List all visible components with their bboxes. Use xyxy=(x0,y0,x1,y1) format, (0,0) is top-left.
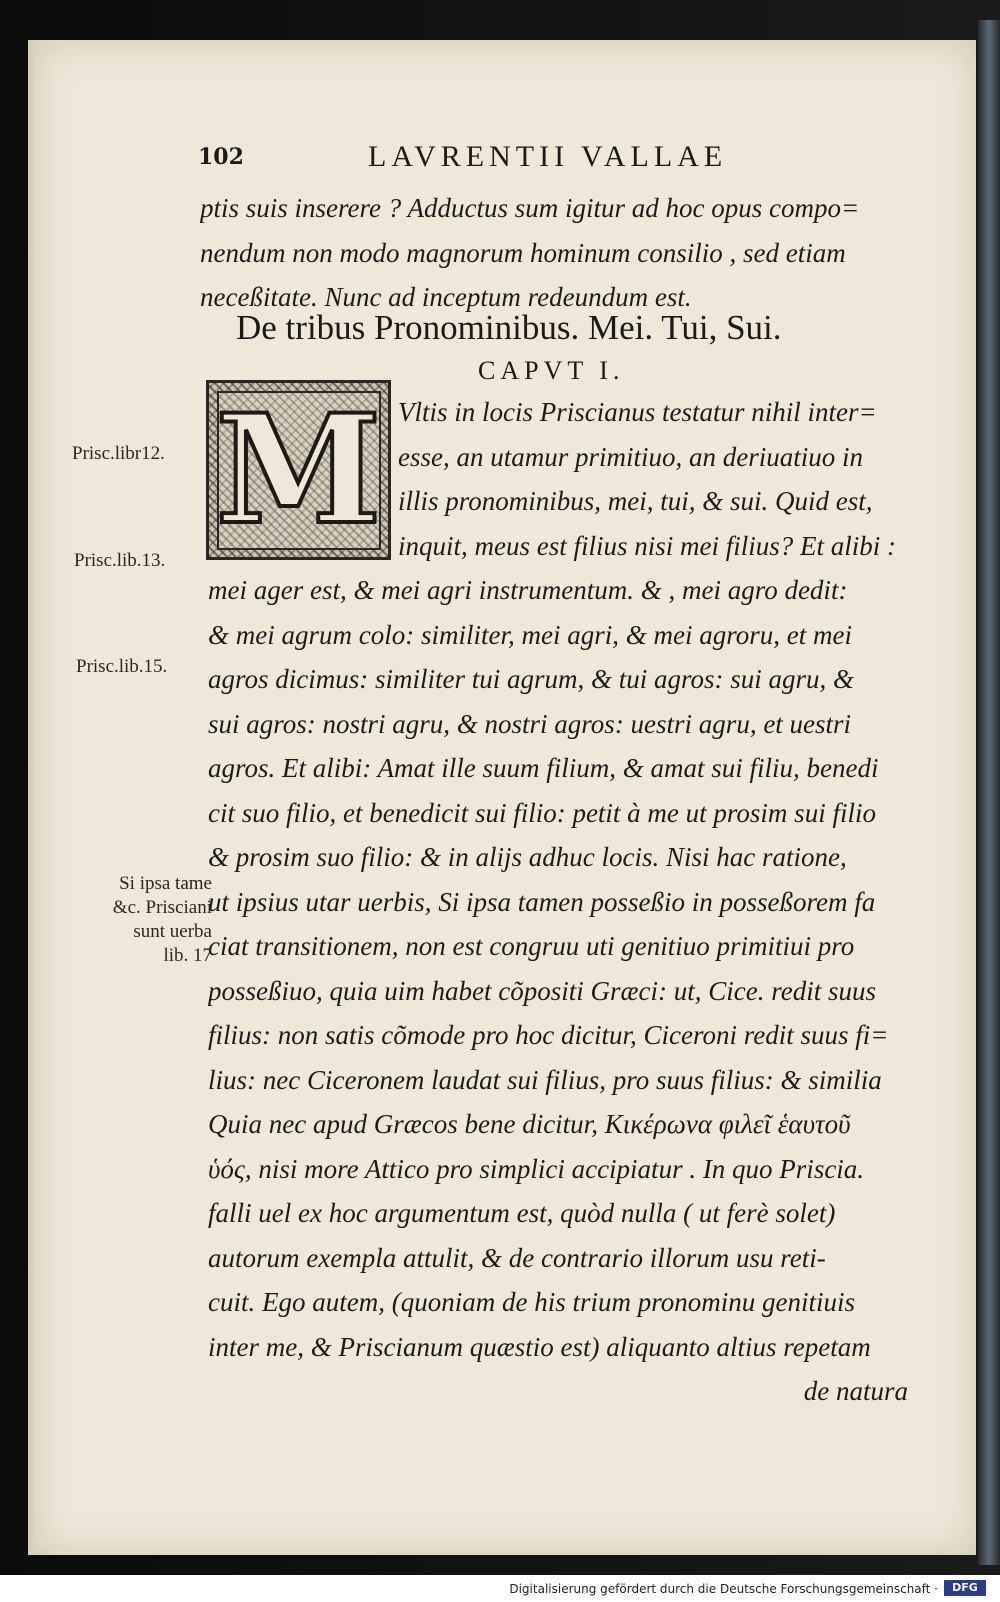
text-line: Vltis in locis Priscianus testatur nihil inter= xyxy=(398,397,877,427)
book-spine xyxy=(978,20,1000,1565)
text-line: falli uel ex hoc argumentum est, quòd nulla ( ut ferè solet) xyxy=(208,1198,836,1228)
decorated-initial xyxy=(206,380,391,560)
initial-frame xyxy=(215,382,382,558)
page-header xyxy=(198,140,798,180)
text-line: cit suo filio, et benedicit sui filio: petit à me ut prosim sui filio xyxy=(208,797,876,828)
intro-paragraph xyxy=(200,186,920,320)
margin-note: Prisc.libr12. xyxy=(72,443,165,464)
text-line: ciat transitionem, non est congruu uti genitiuo primitiui pro xyxy=(208,931,855,961)
margin-note-line: Si ipsa tame xyxy=(119,873,212,894)
text-line: inquit, meus est filius nisi mei filius? Et alibi : xyxy=(398,530,896,561)
text-line: cuit. Ego autem, (quoniam de his trium pronominu genitiuis xyxy=(208,1287,855,1317)
chapter-caption: CAPVT I. xyxy=(478,356,625,385)
text-line: agros. Et alibi: Amat ille suum filium, & amat sui filiu, benedi xyxy=(208,753,879,783)
text-line: filius: non satis cõmode pro hoc dicitur, Ciceroni redit suus fi= xyxy=(208,1020,889,1050)
text-line: & mei agrum colo: similiter, mei agri, & mei agroru, et mei xyxy=(208,619,852,650)
text-line: ut ipsius utar uerbis, Si ipsa tamen posseßio in posseßorem fa xyxy=(208,886,876,917)
running-title: LAVRENTII VALLAE xyxy=(368,140,728,173)
dfg-logo: DFG xyxy=(944,1580,986,1596)
text-line: neceßitate. Nunc ad inceptum redeundum est. xyxy=(200,282,692,312)
text-line: posseßiuo, quia uim habet cõpositi Græci: ut, Cice. redit suus xyxy=(208,975,876,1006)
text-line: Quia nec apud Græcos bene dicitur, Κικέρωνα φιλεῖ ἑαυτοῦ xyxy=(208,1109,851,1139)
text-line: illis pronominibus, mei, tui, & sui. Quid est, xyxy=(398,486,873,516)
text-line: ptis suis inserere ? Adductus sum igitur ad hoc opus compo= xyxy=(200,193,860,223)
initial-letter: M xyxy=(215,382,382,558)
text-line: nendum non modo magnorum hominum consilio , sed etiam xyxy=(200,237,846,268)
main-paragraph xyxy=(208,568,928,1414)
chapter-heading: De tribus Pronominibus. Mei. Tui, Sui. xyxy=(236,308,782,347)
margin-note: Prisc.lib.15. xyxy=(76,656,168,677)
text-line: & prosim suo filio: & in alijs adhuc locis. Nisi hac ratione, xyxy=(208,842,847,872)
margin-note-line: sunt uerba xyxy=(133,921,212,942)
chapter-opening-lines xyxy=(398,390,918,568)
text-line: inter me, & Priscianum quæstio est) aliquanto altius repetam xyxy=(208,1331,871,1362)
text-line: esse, an utamur primitiuo, an deriuatiuo in xyxy=(398,441,863,472)
text-line: sui agros: nostri agru, & nostri agros: uestri agru, et uestri xyxy=(208,708,852,739)
margin-note-line: lib. 17 xyxy=(163,945,212,966)
footer-credit: Digitalisierung gefördert durch die Deutsche Forschungsgemeinschaft · xyxy=(509,1582,938,1596)
margin-note-line: &c. Prisciani xyxy=(112,897,212,918)
text-line: autorum exempla attulit, & de contrario illorum usu reti- xyxy=(208,1242,826,1273)
text-line: mei ager est, & mei agri instrumentum. & , mei agro dedit: xyxy=(208,575,848,605)
digitization-footer xyxy=(0,1575,1000,1602)
page-number: 102 xyxy=(198,144,244,170)
text-line: lius: nec Ciceronem laudat sui filius, pro suus filius: & similia xyxy=(208,1064,882,1095)
text-line: de natura xyxy=(803,1376,908,1406)
margin-note: Prisc.lib.13. xyxy=(74,550,166,571)
margin-note-block xyxy=(72,872,212,968)
text-line: ὑός, nisi more Attico pro simplici accipiatur . In quo Priscia. xyxy=(208,1153,865,1184)
text-line: agros dicimus: similiter tui agrum, & tui agros: sui agru, & xyxy=(208,664,855,694)
